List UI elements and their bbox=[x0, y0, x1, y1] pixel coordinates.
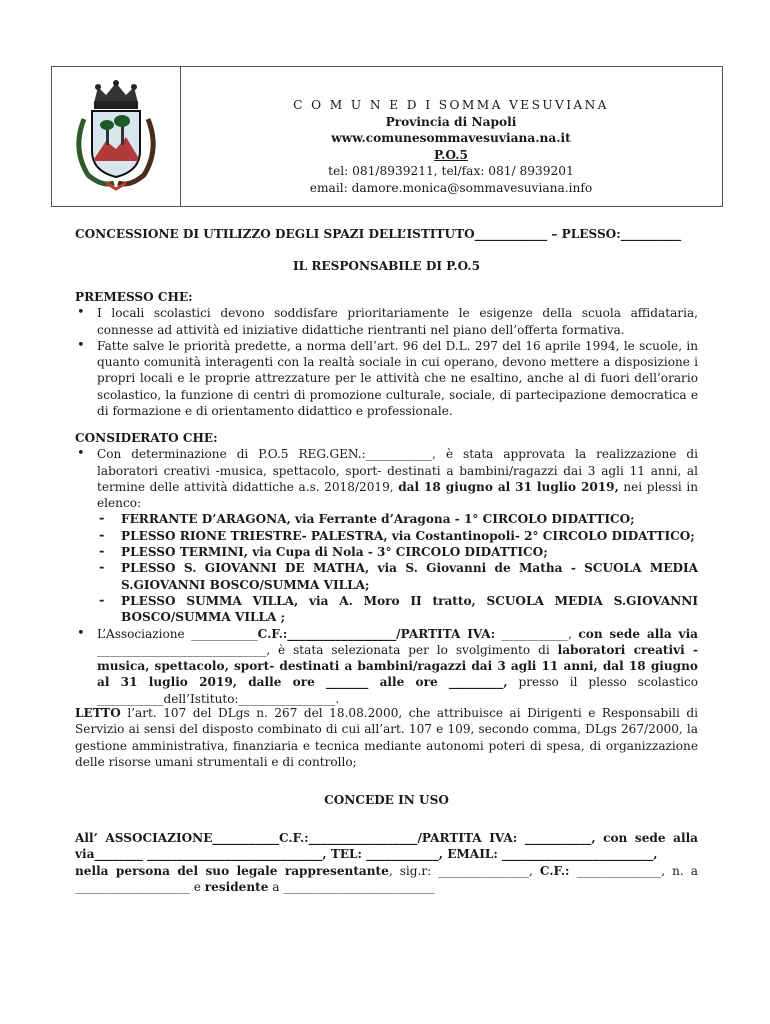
list-item: • Fatte salve le priorità predette, a norma dell’art. 96 del D.L. 297 del 16 aprile 1994, le scuole, in quanto comunità interagenti con la realtà sociale in cui operano, devono mettere a disposizione i propri locali e le proprie attrezzature per le attività che ne esaltino, anche al di fuori dell’orario scolastico, la funzione di centri di promozione culturale, sociale, di partecipazione democratica e di formazione e di orientamento didattico e professionale. bbox=[75, 338, 698, 419]
list-item bbox=[75, 446, 698, 625]
rappresentante-label: nella persona del suo legale rappresentante bbox=[75, 863, 389, 878]
dates-text: dal 18 giugno al 31 luglio 2019, bbox=[398, 479, 619, 494]
plesso-item: - PLESSO S. GIOVANNI DE MATHA, via S. Giovanni de Matha - SCUOLA MEDIA S.GIOVANNI BOSCO/SUMMA VILLA; bbox=[97, 560, 698, 593]
plessi-list bbox=[97, 511, 698, 625]
letterhead bbox=[51, 66, 723, 207]
office-code: P.O.5 bbox=[433, 147, 468, 162]
letto-label: LETTO bbox=[75, 706, 121, 720]
associazione-section bbox=[75, 830, 698, 895]
residente-label: residente bbox=[204, 879, 269, 894]
list-item: • I locali scolastici devono soddisfare prioritariamente le esigenze della scuola affidataria, connesse ad attività ed iniziative didattiche rientranti nel piano dell’offerta formativa. bbox=[75, 305, 698, 338]
considerato-heading: CONSIDERATO CHE: bbox=[75, 431, 218, 445]
selection-text: ____________________________, è stata selezionata per lo svolgimento di bbox=[97, 642, 558, 657]
website: www.comunesommavesuviana.na.it bbox=[331, 131, 571, 145]
determination-text: Con determinazione di P.O.5 REG.GEN.:___________, è stata approvata la realizzazione di laboratori creativi -musica, spettacolo, sport- destinati a bambini/ragazzi dai 3 agli 11 anni, al termine delle attività didattiche a.s. 2018/2019, bbox=[97, 447, 698, 494]
laboratori-text: laboratori creativi -musica, spettacolo, sport- destinati a bambini/ragazzi dai 3 agli 11 anni, dal 18 giugno al 31 luglio 2019, dalle ore _______ alle ore _________, bbox=[97, 642, 698, 690]
considerato-section bbox=[75, 430, 698, 707]
associazione-line: All’ ASSOCIAZIONE___________C.F.:__________________/PARTITA IVA: ___________, con sede alla via________ _____________________________, TEL: ____________, EMAIL: _________________________, bbox=[75, 831, 698, 862]
responsabile-heading: IL RESPONSABILE DI P.O.5 bbox=[292, 259, 481, 273]
cf-piva-label: C.F.:__________________/PARTITA IVA: bbox=[257, 626, 496, 641]
association-blank: L’Associazione ___________ bbox=[97, 626, 258, 641]
email-address: email: damore.monica@sommavesuviana.info bbox=[309, 180, 593, 195]
province: Provincia di Napoli bbox=[385, 114, 517, 129]
letto-paragraph bbox=[75, 705, 698, 770]
document-title: CONCESSIONE DI UTILIZZO DEGLI SPAZI DELL’ISTITUTO____________ – PLESSO:__________ bbox=[75, 227, 682, 241]
premesso-section bbox=[75, 289, 698, 419]
plesso-item: - PLESSO RIONE TRIESTRE- PALESTRA, via Costantinopoli- 2° CIRCOLO DIDATTICO; bbox=[97, 528, 698, 544]
letto-text: l’art. 107 del DLgs n. 267 del 18.08.2000, che attribuisce ai Dirigenti e Responsabili di Servizio ai sensi del disposto combinato di cui all’art. 107 e 109, secondo comma, DLgs 267/2000, la gestione amministrativa, finanziaria e tecnica mediante autonomi poteri di spesa, di organizzazione delle risorse umani strumentali e di controllo; bbox=[75, 706, 698, 769]
piva-blank: ___________, bbox=[495, 626, 579, 641]
sig-blank: , sig.r: _______________, bbox=[388, 863, 540, 878]
plesso-item: - PLESSO SUMMA VILLA, via A. Moro II tratto, SCUOLA MEDIA S.GIOVANNI BOSCO/SUMMA VILLA ; bbox=[97, 593, 698, 626]
list-item bbox=[75, 626, 698, 707]
plesso-item: - FERRANTE D’ARAGONA, via Ferrante d’Aragona - 1° CIRCOLO DIDATTICO; bbox=[97, 511, 698, 527]
concede-heading: CONCEDE IN USO bbox=[324, 793, 449, 807]
residence-blank: a _________________________ bbox=[268, 879, 435, 894]
plesso-blank-text: presso il plesso scolastico ___________dell’Istituto:________________. bbox=[97, 675, 698, 706]
phone-numbers: tel: 081/8939211, tel/fax: 081/ 8939201 bbox=[328, 164, 574, 178]
municipality-name: C O M U N E D I SOMMA VESUVIANA bbox=[293, 98, 609, 112]
cf-label: C.F.: bbox=[539, 863, 570, 878]
sede-label: con sede alla via bbox=[578, 626, 698, 641]
birth-blank: ______________, n. a ___________________ e bbox=[75, 863, 698, 894]
premesso-list bbox=[75, 305, 698, 419]
considerato-list bbox=[75, 446, 698, 707]
municipality-header bbox=[180, 67, 722, 206]
rappresentante-line bbox=[75, 863, 698, 896]
plessi-intro: nei plessi in elenco: bbox=[97, 479, 698, 511]
coat-of-arms-logo bbox=[52, 67, 181, 206]
plesso-item: - PLESSO TERMINI, via Cupa di Nola - 3° CIRCOLO DIDATTICO; bbox=[97, 544, 698, 560]
premesso-heading: PREMESSO CHE: bbox=[75, 290, 193, 304]
